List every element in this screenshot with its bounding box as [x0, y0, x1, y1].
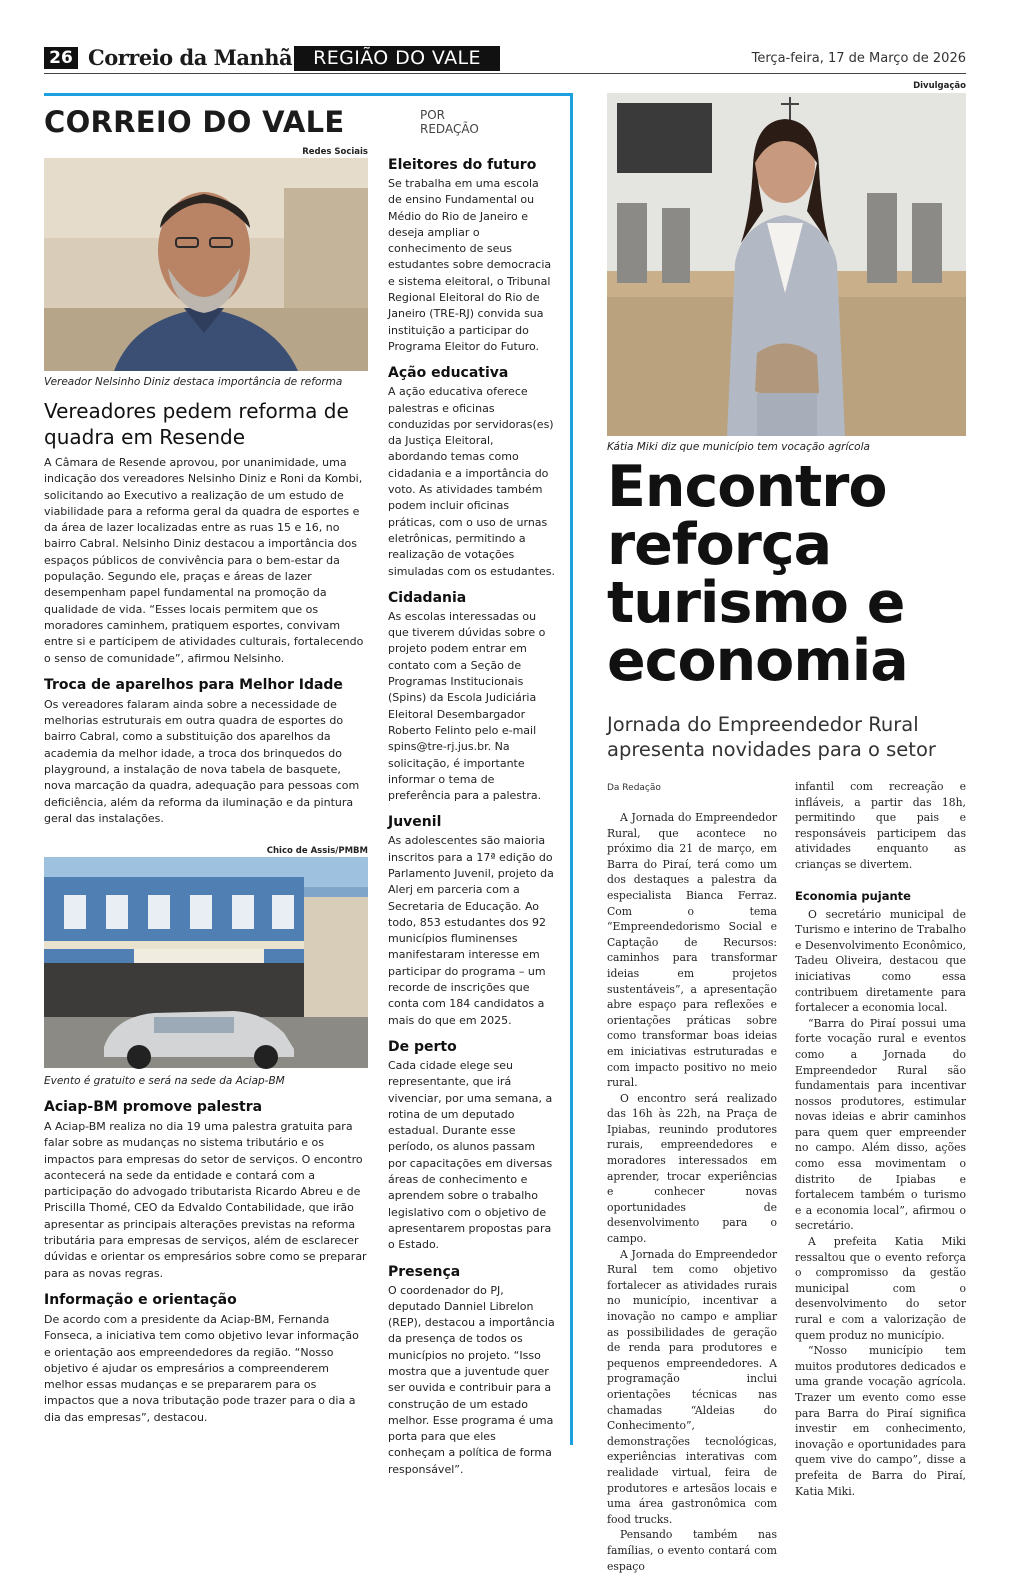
issue-date: Terça-feira, 17 de Março de 2026	[751, 51, 966, 66]
main-subhead: Economia pujante	[795, 888, 911, 903]
middle-subhead: Juvenil	[388, 814, 442, 831]
photo-credit: Redes Sociais	[302, 147, 368, 157]
photo-aciap-building	[44, 857, 368, 1068]
byline-redacao: REDAÇÃO	[420, 122, 479, 136]
story-resende	[44, 398, 368, 827]
story-headline: Vereadores pedem reforma de quadra em Resende	[44, 399, 349, 449]
main-paragraph: O secretário municipal de Turismo e interino de Trabalho e Desenvolvimento Econômico, Tadeu Oliveira, destacou que iniciativas como essa contribuem diretamente para fortalecer a economia local.	[795, 907, 966, 1015]
middle-body: Cada cidade elege seu representante, que irá vivenciar, por uma semana, a rotina de um deputado estadual. Durante esse período, os alunos passam por capacitações em diversas áreas de conhecimento e aprendem sobre o trabalho legislativo com o objetivo de apresentarem propostas para o Estado.	[388, 1058, 553, 1252]
main-col-1	[607, 810, 777, 1574]
story-subhead-aciap: Aciap-BM promove palestra	[44, 1099, 263, 1115]
main-paragraph: A Jornada do Empreendedor Rural tem como objetivo fortalecer as atividades rurais no município, incentivar a inovação no campo e ampliar as possibilidades de geração de renda para produtores e pequenos empreendedores. A programação inclui orientações técnicas nas chamadas “Aldeias do Conhecimento”, demonstrações tecnológicas, experiências interativas com realidade virtual, feira de produtores e artesãos locais e uma área gastronômica com food trucks.	[607, 1247, 777, 1526]
middle-body: A ação educativa oferece palestras e oficinas conduzidas por servidoras(es) da Justiça Eleitoral, abordando temas como cidadania e a importância do voto. As atividades também podem incluir oficinas práticas, com o uso de urnas eletrônicas, permitindo a realização de votações simuladas com os estudantes.	[388, 385, 555, 578]
middle-body: Se trabalha em uma escola de ensino Fundamental ou Médio do Rio de Janeiro e deseja ampliar o conhecimento de seus estudantes sobre democracia e sistema eleitoral, o Tribunal Regional Eleitoral do Rio de Janeiro (TRE-RJ) convida sua instituição a participar do Programa Eleitor do Futuro.	[388, 177, 552, 353]
middle-subhead: Ação educativa	[388, 365, 509, 382]
main-deck: Jornada do Empreendedor Rural apresenta novidades para o setor	[607, 713, 936, 761]
story-body: A Câmara de Resende aprovou, por unanimidade, uma indicação dos vereadores Nelsinho Diniz e Roni da Kombi, solicitando ao Executivo a realização de um estudo de viabilidade para a reforma geral da quadra de esportes e da área de lazer localizadas entre as ruas 15 e 16, no bairro Cabral. Nelsinho Diniz destacou a importância dos espaços públicos de convivência para o bem-estar da população. Segundo ele, praças e áreas de lazer desempenham papel fundamental na promoção da qualidade de vida. “Esses locais permitem que os moradores caminhem, pratiquem esportes, convivam entre si e participem de atividades culturais, fortalecendo o senso de comunidade”, afirmou Nelsinho.	[44, 456, 364, 665]
main-paragraph: infantil com recreação e infláveis, a partir das 18h, permitindo que pais e responsáveis participem das atividades enquanto as crianças se divertem.	[795, 780, 966, 871]
column-top-rule	[44, 93, 572, 96]
column-byline	[420, 108, 479, 136]
main-byline: Da Redação	[607, 783, 661, 793]
header-rule	[44, 73, 966, 74]
middle-column	[388, 150, 556, 1478]
photo-credit-main: Divulgação	[913, 81, 966, 91]
section-title: REGIÃO DO VALE	[294, 46, 500, 71]
middle-body: As escolas interessadas ou que tiverem dúvidas sobre o projeto podem entrar em contato com a Seção de Programas Institucionais (Spins) da Escola Judiciária Eleitoral Desembargador Roberto Felinto pelo e-mail spins@tre-rj.jus.br. Na solicitação, é importante informar o tema de preferência para a palestra.	[388, 609, 546, 803]
story-body-aciap: A Aciap-BM realiza no dia 19 uma palestra gratuita para falar sobre as mudanças no sistema tributário e os impactos para empresas do setor de serviços. O encontro acontecerá na sede da entidade e contará com a participação do advogado tributarista Ricardo Abreu e de Priscilla Thomé, CEO da Edvaldo Contabilidade, que irão apresentar as principais alterações previstas na reforma tributária para empresas de serviços, além de esclarecer dúvidas e orientar os empresários sobre como se preparar para as novas regras.	[44, 1120, 367, 1280]
middle-subhead: Cidadania	[388, 589, 467, 606]
photo-caption: Vereador Nelsinho Diniz destaca importância de reforma	[44, 376, 343, 388]
photo-caption-main: Kátia Miki diz que município tem vocação agrícola	[607, 441, 870, 453]
main-paragraph: “Nosso município tem muitos produtores dedicados e uma grande vocação agrícola. Trazer um evento como esse para Barra do Piraí significa investir em conhecimento, inovação e oportunidades para quem vive do campo”, disse a prefeita de Barra do Piraí, Katia Miki.	[795, 1344, 966, 1498]
newspaper-logo: Correio da Manhã	[88, 45, 293, 70]
middle-body: O coordenador do PJ, deputado Danniel Librelon (REP), destacou a importância da presença de todos os municípios no projeto. “Isso mostra que a juventude quer ser ouvida e contribuir para a construção de um estado melhor. Esse programa é uma porta para que eles conheçam a política de forma responsável”.	[388, 1283, 555, 1476]
story-body-info: De acordo com a presidente da Aciap-BM, Fernanda Fonseca, a iniciativa tem como objetivo levar informação e orientação aos empreendedores da região. “Nosso objetivo é ajudar os empresários a compreenderem melhor essas mudanças e se prepararem para os impactos que a nova tributação pode trazer para o dia a dia das empresas”, destacou.	[44, 1312, 359, 1424]
column-title: CORREIO DO VALE	[44, 105, 345, 139]
main-paragraph: Pensando também nas famílias, o evento contará com espaço	[607, 1528, 777, 1573]
photo-caption-2: Evento é gratuito e será na sede da Aciap-BM	[44, 1075, 285, 1087]
middle-subhead: De perto	[388, 1038, 457, 1055]
main-paragraph: O encontro será realizado das 16h às 22h, na Praça de Ipiabas, reunindo produtores rurais, empreendedores e moradores interessados em aprender, trocar experiências e conhecer novas oportunidades de desenvolvimento para o campo.	[607, 1091, 777, 1246]
story-body-2: Os vereadores falaram ainda sobre a necessidade de melhorias estruturais em outra quadra de esportes do bairro Cabral, como a substituição dos aparelhos da academia da melhor idade, a troca dos brinquedos do playground, a instalação de nova tabela de basquete, nova marcação da quadra, adequação para pessoas com deficiência, além da reforma da iluminação e da pintura geral das instalações.	[44, 697, 360, 825]
page-number: 26	[44, 47, 78, 69]
photo-credit-2: Chico de Assis/PMBM	[266, 846, 368, 856]
story-aciap	[44, 1098, 368, 1426]
main-paragraph: A Jornada do Empreendedor Rural, que acontece no próximo dia 21 de março, em Barra do Piraí, terá como um dos destaques a palestra da especialista Bianca Ferraz. Com o tema “Empreendedorismo Social e Captação de Recursos: caminhos para transformar ideias em projetos sustentáveis”, a apresentação abre espaço para reflexões e orientações práticas sobre como transformar boas ideias em iniciativas estruturadas e com impacto positivo no meio rural.	[607, 811, 777, 1090]
middle-body: As adolescentes são maioria inscritos para a 17ª edição do Parlamento Juvenil, projeto da Alerj em parceria com a Secretaria de Educação. Ao todo, 853 estudantes dos 92 municípios fluminenses manifestaram interesse em participar do programa – um recorde de inscrições que conta com 184 candidatos a mais do que em 2025.	[388, 834, 554, 1027]
main-paragraph: “Barra do Piraí possui uma forte vocação rural e eventos como a Jornada do Empreendedor Rural são fundamentais para incentivar nossos produtores, estimular novas ideias e abrir caminhos para quem quer empreender no campo. Além disso, ações como essa movimentam o distrito de Ipiabas e fortalecem também o turismo e a economia local”, afirmou o secretário.	[795, 1016, 966, 1233]
photo-vereador	[44, 158, 368, 371]
story-subhead: Troca de aparelhos para Melhor Idade	[44, 676, 343, 693]
story-subhead-info: Informação e orientação	[44, 1291, 237, 1308]
middle-subhead: Presença	[388, 1263, 461, 1280]
main-headline: Encontro reforça turismo e economia	[607, 454, 908, 694]
column-side-rule	[570, 93, 573, 1445]
main-paragraph: A prefeita Katia Miki ressaltou que o evento reforça o compromisso da gestão municipal com o desenvolvimento do setor rural e com a valorização de quem produz no município.	[795, 1235, 966, 1342]
photo-katia-miki	[607, 93, 966, 436]
middle-subhead: Eleitores do futuro	[388, 157, 537, 173]
main-col-2	[795, 779, 966, 1499]
byline-por: POR	[420, 108, 446, 122]
